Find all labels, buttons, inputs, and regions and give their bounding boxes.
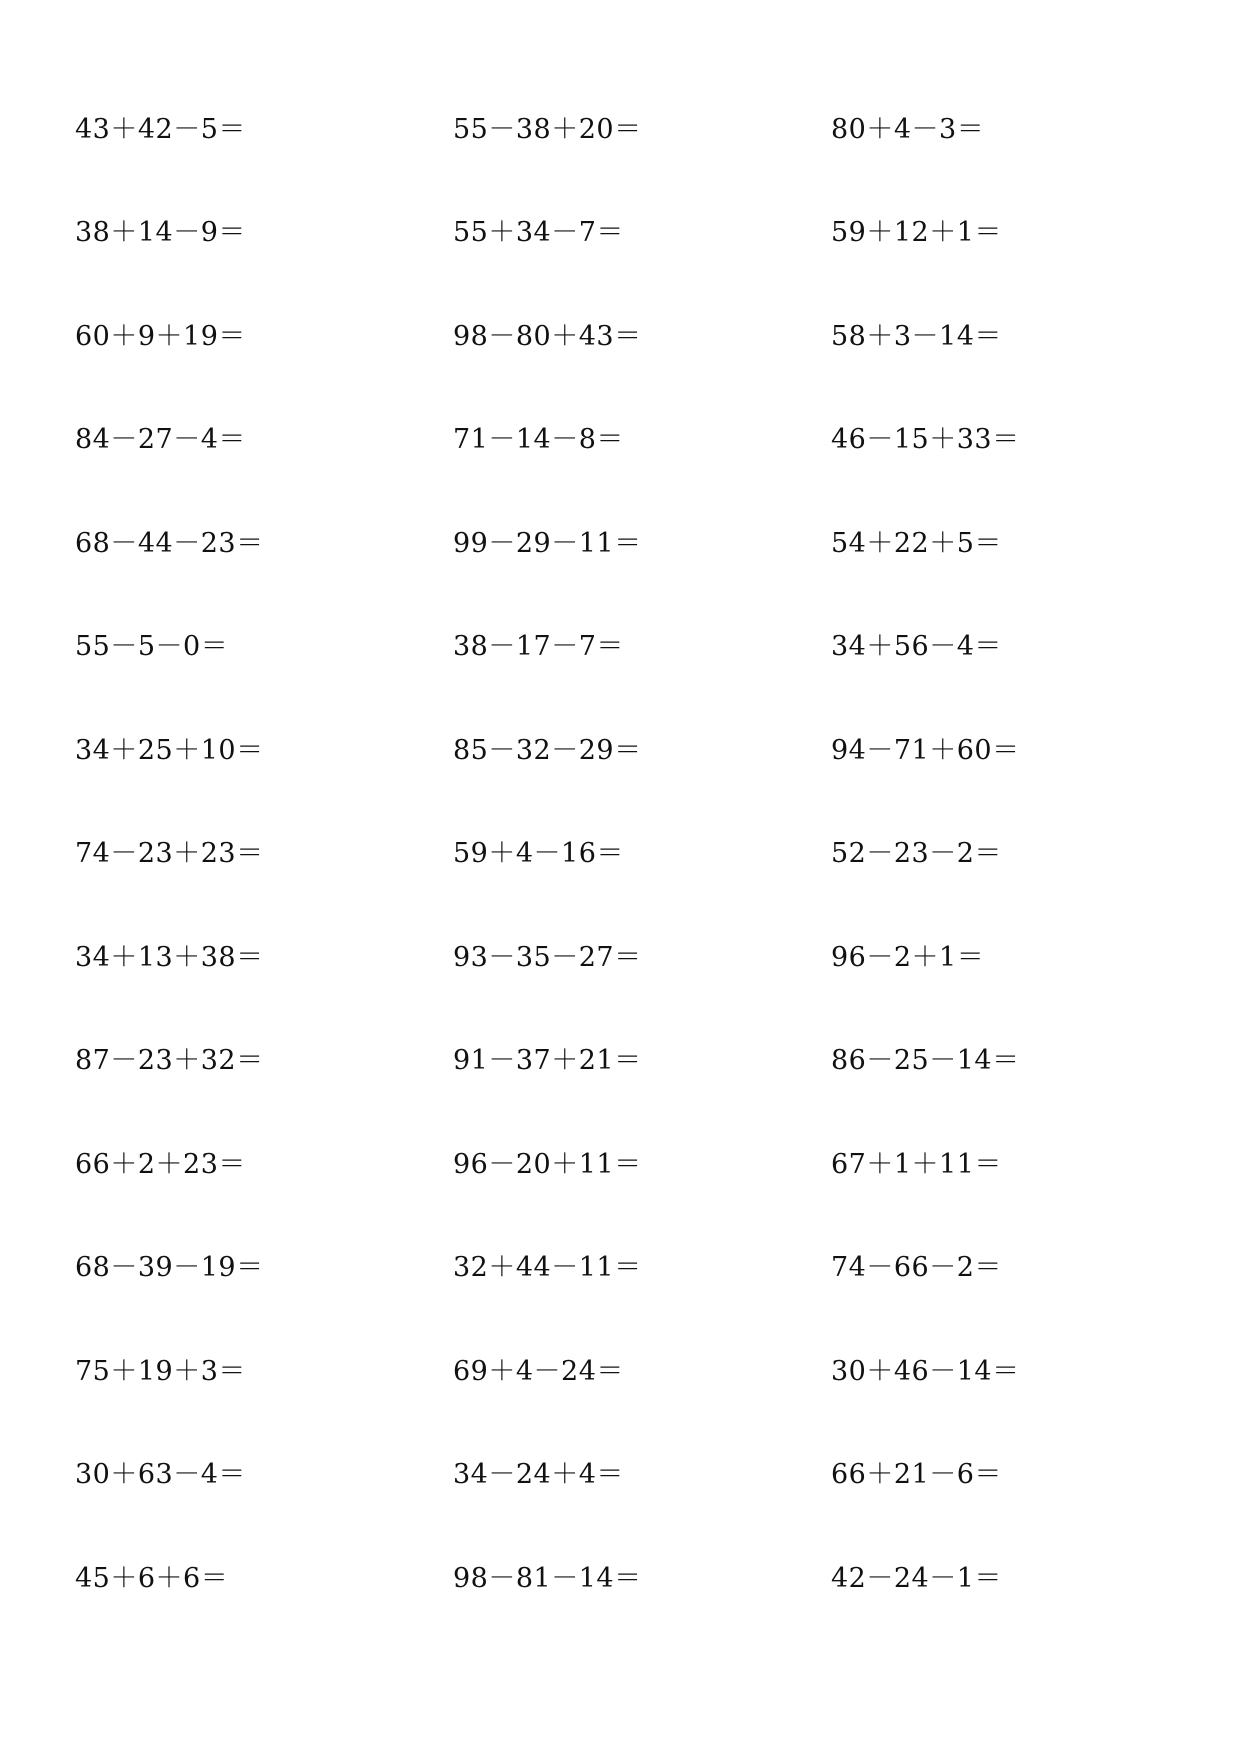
math-problem: 75＋19＋3＝ [75,1356,246,1387]
math-problem: 46－15＋33＝ [831,424,1020,455]
math-problem: 85－32－29＝ [453,735,642,766]
math-problem: 45＋6＋6＝ [75,1563,229,1594]
problem-row [0,1238,1241,1298]
math-problem: 34＋13＋38＝ [75,942,264,973]
problem-row [0,1445,1241,1505]
problem-row [0,928,1241,988]
problem-row [0,721,1241,781]
math-problem: 93－35－27＝ [453,942,642,973]
problem-row [0,514,1241,574]
math-problem: 68－39－19＝ [75,1252,264,1283]
math-problem: 60＋9＋19＝ [75,321,246,352]
math-problem: 96－20＋11＝ [453,1149,642,1180]
problem-row [0,100,1241,160]
math-problem: 42－24－1＝ [831,1563,1002,1594]
problem-row [0,307,1241,367]
math-problem: 98－81－14＝ [453,1563,642,1594]
math-problem: 86－25－14＝ [831,1045,1020,1076]
math-problem: 59＋4－16＝ [453,838,624,869]
math-problem: 59＋12＋1＝ [831,217,1002,248]
math-problem: 38＋14－9＝ [75,217,246,248]
math-problem: 30＋46－14＝ [831,1356,1020,1387]
math-problem: 34＋25＋10＝ [75,735,264,766]
math-problem: 69＋4－24＝ [453,1356,624,1387]
math-problem: 32＋44－11＝ [453,1252,642,1283]
problem-row [0,203,1241,263]
math-problem: 84－27－4＝ [75,424,246,455]
problem-row [0,410,1241,470]
problem-row [0,1342,1241,1402]
math-problem: 54＋22＋5＝ [831,528,1002,559]
math-problem: 34－24＋4＝ [453,1459,624,1490]
math-problem: 30＋63－4＝ [75,1459,246,1490]
math-problem: 55－5－0＝ [75,631,229,662]
problem-row [0,1549,1241,1609]
problem-row [0,1031,1241,1091]
math-problem: 55－38＋20＝ [453,114,642,145]
math-problem: 96－2＋1＝ [831,942,985,973]
math-problem: 58＋3－14＝ [831,321,1002,352]
math-problem: 71－14－8＝ [453,424,624,455]
problem-row [0,617,1241,677]
math-problem: 55＋34－7＝ [453,217,624,248]
math-problem: 66＋21－6＝ [831,1459,1002,1490]
problem-row [0,1135,1241,1195]
math-problem: 80＋4－3＝ [831,114,985,145]
math-problem: 52－23－2＝ [831,838,1002,869]
math-problem: 91－37＋21＝ [453,1045,642,1076]
math-problem: 68－44－23＝ [75,528,264,559]
math-problem: 67＋1＋11＝ [831,1149,1002,1180]
math-problem: 43＋42－5＝ [75,114,246,145]
math-problem: 74－66－2＝ [831,1252,1002,1283]
math-problem: 38－17－7＝ [453,631,624,662]
math-problem: 74－23＋23＝ [75,838,264,869]
math-problem: 99－29－11＝ [453,528,642,559]
math-problem: 87－23＋32＝ [75,1045,264,1076]
math-problem: 98－80＋43＝ [453,321,642,352]
problem-row [0,824,1241,884]
math-problem: 94－71＋60＝ [831,735,1020,766]
math-problem: 34＋56－4＝ [831,631,1002,662]
math-problem: 66＋2＋23＝ [75,1149,246,1180]
